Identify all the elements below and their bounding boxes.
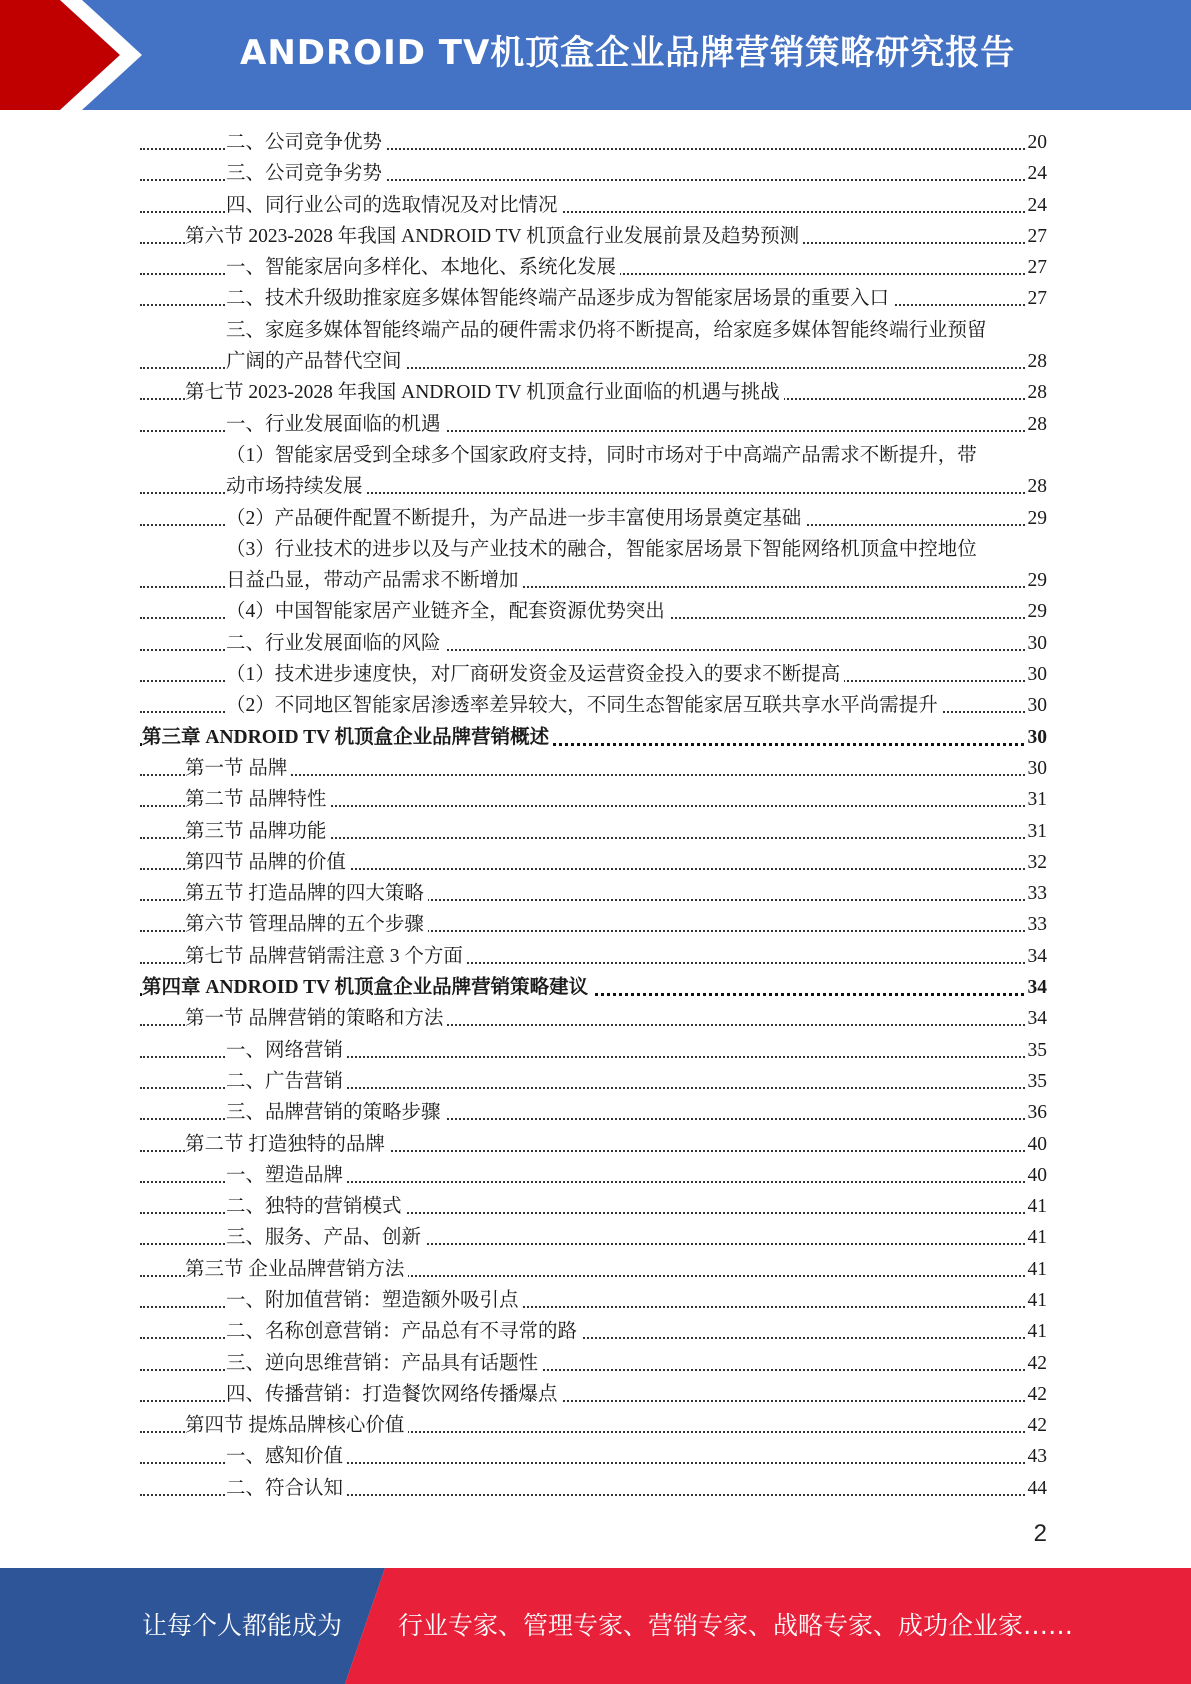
toc-entry[interactable] — [0, 972, 1191, 1003]
toc-entry[interactable] — [0, 596, 1191, 627]
toc-entry[interactable] — [0, 190, 1191, 221]
toc-entry-page: 27 — [1026, 221, 1048, 252]
toc-entry-page: 35 — [1026, 1066, 1048, 1097]
toc-entry-title: （4）中国智能家居产业链齐全，配套资源优势突出 — [226, 596, 669, 627]
toc-entry-page: 30 — [1026, 659, 1048, 690]
toc-entry[interactable] — [0, 1160, 1191, 1191]
toc-entry-title: 一、塑造品牌 — [226, 1160, 347, 1191]
toc-entry-title: 广阔的产品替代空间 — [226, 346, 406, 377]
toc-entry[interactable] — [0, 909, 1191, 940]
toc-entry[interactable] — [0, 1285, 1191, 1316]
toc-entry-title: 二、广告营销 — [226, 1066, 347, 1097]
toc-entry[interactable] — [0, 1035, 1191, 1066]
toc-entry[interactable] — [0, 753, 1191, 784]
toc-entry[interactable] — [0, 409, 1191, 440]
toc-entry-page: 41 — [1026, 1316, 1048, 1347]
toc-entry-page: 42 — [1026, 1410, 1048, 1441]
toc-entry[interactable] — [0, 1097, 1191, 1128]
toc-entry-title: 日益凸显，带动产品需求不断增加 — [226, 565, 523, 596]
toc-entry-page: 44 — [1026, 1473, 1048, 1504]
toc-entry-title: （2）产品硬件配置不断提升，为产品进一步丰富使用场景奠定基础 — [226, 503, 805, 534]
toc-entry[interactable] — [0, 784, 1191, 815]
toc-entry[interactable] — [0, 628, 1191, 659]
toc-entry-page: 29 — [1026, 596, 1048, 627]
toc-entry-title: 一、行业发展面临的机遇 — [226, 409, 445, 440]
toc-entry-page: 34 — [1026, 941, 1048, 972]
toc-entry-page: 20 — [1026, 127, 1048, 158]
toc-entry[interactable] — [0, 252, 1191, 283]
toc-entry-page: 33 — [1026, 909, 1048, 940]
toc-entry[interactable] — [0, 690, 1191, 721]
toc-entry-title: 第四节 品牌的价值 — [185, 847, 350, 878]
toc-entry-page: 41 — [1026, 1285, 1048, 1316]
toc-entry-page: 40 — [1026, 1160, 1048, 1191]
toc-entry-page: 43 — [1026, 1441, 1048, 1472]
toc-entry-page: 42 — [1026, 1348, 1048, 1379]
toc-entry-title: 第七节 2023-2028 年我国 ANDROID TV 机顶盒行业面临的机遇与挑战 — [185, 377, 784, 408]
toc-entry-title: 第一节 品牌 — [185, 753, 291, 784]
toc-entry[interactable] — [0, 1410, 1191, 1441]
toc-entry-title: 动市场持续发展 — [226, 471, 367, 502]
toc-entry-title: 二、名称创意营销：产品总有不寻常的路 — [226, 1316, 581, 1347]
toc-entry-page: 30 — [1026, 753, 1048, 784]
toc-entry-title: 二、行业发展面临的风险 — [226, 628, 445, 659]
toc-entry-page: 34 — [1026, 972, 1048, 1003]
toc-entry-page: 41 — [1026, 1254, 1048, 1285]
toc-entry-title: 第三节 企业品牌营销方法 — [185, 1254, 408, 1285]
footer-slogan-left: 让每个人都能成为 — [142, 1611, 343, 1640]
toc-entry[interactable] — [0, 283, 1191, 314]
toc-entry-page: 33 — [1026, 878, 1048, 909]
toc-entry[interactable] — [0, 1316, 1191, 1347]
toc-entry[interactable] — [0, 816, 1191, 847]
toc-entry[interactable] — [0, 315, 1191, 346]
toc-entry-title: 二、符合认知 — [226, 1473, 347, 1504]
toc-entry-title: 二、技术升级助推家庭多媒体智能终端产品逐步成为智能家居场景的重要入口 — [226, 283, 893, 314]
toc-entry-title: 第六节 2023-2028 年我国 ANDROID TV 机顶盒行业发展前景及趋势预测 — [185, 221, 803, 252]
toc-entry[interactable] — [0, 377, 1191, 408]
toc-entry[interactable] — [0, 127, 1191, 158]
toc-entry[interactable] — [0, 565, 1191, 596]
toc-entry[interactable] — [0, 847, 1191, 878]
toc-entry-page: 28 — [1026, 409, 1048, 440]
report-title: ANDROID TV机顶盒企业品牌营销策略研究报告 — [240, 33, 1016, 73]
toc-entry-title: （1）智能家居受到全球多个国家政府支持，同时市场对于中高端产品需求不断提升，带 — [226, 440, 977, 471]
toc-entry[interactable] — [0, 1222, 1191, 1253]
toc-entry[interactable] — [0, 1379, 1191, 1410]
toc-entry-page: 29 — [1026, 503, 1048, 534]
toc-entry[interactable] — [0, 1003, 1191, 1034]
toc-entry[interactable] — [0, 659, 1191, 690]
toc-entry-page: 41 — [1026, 1222, 1048, 1253]
toc-entry-title: 三、品牌营销的策略步骤 — [226, 1097, 445, 1128]
toc-entry-title: （2）不同地区智能家居渗透率差异较大，不同生态智能家居互联共享水平尚需提升 — [226, 690, 942, 721]
toc-entry[interactable] — [0, 471, 1191, 502]
toc-entry[interactable] — [0, 1191, 1191, 1222]
toc-entry-title: 四、同行业公司的选取情况及对比情况 — [226, 190, 562, 221]
toc-entry-title: 第一节 品牌营销的策略和方法 — [185, 1003, 447, 1034]
toc-entry-page: 42 — [1026, 1379, 1048, 1410]
toc-entry-title: 二、独特的营销模式 — [226, 1191, 406, 1222]
toc-entry-page: 31 — [1026, 784, 1048, 815]
toc-entry-title: 第五节 打造品牌的四大策略 — [185, 878, 428, 909]
toc-entry-title: 二、公司竞争优势 — [226, 127, 386, 158]
toc-entry-title: 第三章 ANDROID TV 机顶盒企业品牌营销概述 — [142, 722, 553, 753]
toc-entry-title: 三、服务、产品、创新 — [226, 1222, 425, 1253]
toc-entry-page: 41 — [1026, 1191, 1048, 1222]
toc-entry[interactable] — [0, 1066, 1191, 1097]
toc-entry-page: 40 — [1026, 1129, 1048, 1160]
toc-entry-title: 一、智能家居向多样化、本地化、系统化发展 — [226, 252, 620, 283]
toc-entry-page: 35 — [1026, 1035, 1048, 1066]
toc-entry[interactable] — [0, 440, 1191, 471]
toc-entry-title: 一、附加值营销：塑造额外吸引点 — [226, 1285, 523, 1316]
toc-entry-title: 第四节 提炼品牌核心价值 — [185, 1410, 408, 1441]
toc-entry-title: 第二节 品牌特性 — [185, 784, 330, 815]
toc-entry-page: 30 — [1026, 628, 1048, 659]
toc-entry-page: 29 — [1026, 565, 1048, 596]
toc-entry[interactable] — [0, 158, 1191, 189]
toc-entry-title: （3）行业技术的进步以及与产业技术的融合，智能家居场景下智能网络机顶盒中控地位 — [226, 534, 977, 565]
toc-entry[interactable] — [0, 722, 1191, 753]
page-header — [0, 0, 1191, 110]
toc-entry-title: 一、感知价值 — [226, 1441, 347, 1472]
toc-entry-title: 第三节 品牌功能 — [185, 816, 330, 847]
toc-entry-title: 一、网络营销 — [226, 1035, 347, 1066]
toc-entry[interactable] — [0, 503, 1191, 534]
toc-entry-page: 28 — [1026, 377, 1048, 408]
toc-entry-page: 24 — [1026, 158, 1048, 189]
page-footer — [0, 1568, 1191, 1684]
toc-entry-title: 四、传播营销：打造餐饮网络传播爆点 — [226, 1379, 562, 1410]
toc-entry-title: 三、家庭多媒体智能终端产品的硬件需求仍将不断提高，给家庭多媒体智能终端行业预留 — [226, 315, 987, 346]
toc-entry[interactable] — [0, 346, 1191, 377]
toc-entry-page: 28 — [1026, 471, 1048, 502]
toc-entry[interactable] — [0, 878, 1191, 909]
toc-entry-title: 第六节 管理品牌的五个步骤 — [185, 909, 428, 940]
toc-entry-page: 32 — [1026, 847, 1048, 878]
toc-entry-title: （1）技术进步速度快，对厂商研发资金及运营资金投入的要求不断提高 — [226, 659, 844, 690]
header-chevron-decoration — [0, 0, 160, 110]
toc-entry-page: 28 — [1026, 346, 1048, 377]
toc-entry-page: 27 — [1026, 283, 1048, 314]
toc-entry[interactable] — [0, 1348, 1191, 1379]
toc-entry-page: 31 — [1026, 816, 1048, 847]
toc-entry[interactable] — [0, 534, 1191, 565]
table-of-contents — [0, 127, 1191, 1504]
toc-entry-page: 34 — [1026, 1003, 1048, 1034]
toc-entry-page: 24 — [1026, 190, 1048, 221]
toc-entry[interactable] — [0, 1129, 1191, 1160]
toc-entry-title: 三、逆向思维营销：产品具有话题性 — [226, 1348, 542, 1379]
toc-entry-page: 30 — [1026, 722, 1048, 753]
toc-entry-title: 三、公司竞争劣势 — [226, 158, 386, 189]
toc-entry[interactable] — [0, 1473, 1191, 1504]
toc-entry[interactable] — [0, 1441, 1191, 1472]
toc-entry[interactable] — [0, 1254, 1191, 1285]
toc-entry[interactable] — [0, 941, 1191, 972]
toc-entry-page: 36 — [1026, 1097, 1048, 1128]
toc-entry[interactable] — [0, 221, 1191, 252]
page-number: 2 — [1033, 1520, 1047, 1547]
toc-entry-title: 第七节 品牌营销需注意 3 个方面 — [185, 941, 467, 972]
footer-slogan-right: 行业专家、管理专家、营销专家、战略专家、成功企业家…… — [398, 1611, 1074, 1640]
toc-entry-title: 第四章 ANDROID TV 机顶盒企业品牌营销策略建议 — [142, 972, 592, 1003]
toc-entry-title: 第二节 打造独特的品牌 — [185, 1129, 389, 1160]
toc-entry-page: 27 — [1026, 252, 1048, 283]
toc-entry-page: 30 — [1026, 690, 1048, 721]
